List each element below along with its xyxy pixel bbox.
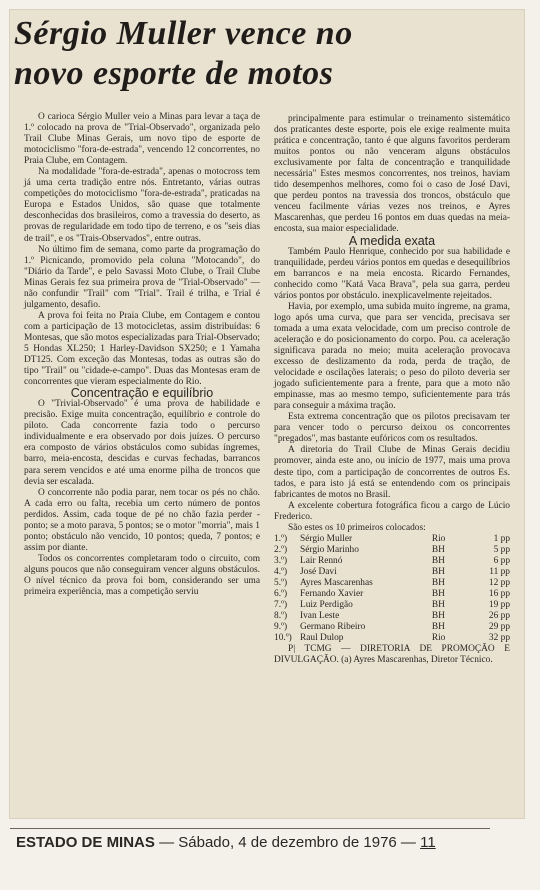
paragraph: Na modalidade "fora-de-estrada", apenas o motocross tem já uma certa tradição entre nós. Entretanto, várias outras competições do motociclismo "fora-de-estrada", praticadas na Europa e Estados Unidos, são quase que totalmente desconhecidas dos brasileiros, como a travessia do deserto, as provas de regularidade em todo tipo de terreno, e os "seis dias de trail", e os "Trais-Observados", entre outras. [24, 167, 260, 244]
credit-line: P| TCMG — DIRETORIA DE PROMOÇÃO E DIVULGAÇÃO. (a) Ayres Mascarenhas, Diretor Técnico. [274, 644, 510, 666]
result-row [274, 611, 510, 622]
article-headline [14, 14, 514, 94]
result-city: Rio [431, 633, 446, 644]
result-row [274, 545, 510, 556]
paragraph: Também Paulo Henrique, conhecido por sua habilidade e tranquilidade, perdeu vários pontos em quedas e desequilíbrios em barrancos e na meia encosta. Ricardo Fernandes, conhecido como "Katá Vaca Brava", pela sua garra, perdeu vários pontos por obstáculo. inexplicavelmente rejeitados. [274, 246, 510, 301]
paragraph: São estes os 10 primeiros colocados: [288, 522, 426, 533]
paragraph: O concorrente não podia parar, nem tocar os pés no chão. A cada erro ou falta, recebia um certo número de pontos perdidos. Assim, cada toque de pé no chão fazia perder - ponto; se a moto parava, 5 pontos; se o motor "morria", mais 1 ponto; obstáculo não vencido, 10 pontos; queda, 7 pontos; e assim por diante. [24, 487, 260, 553]
result-name: Ayres Mascarenhas [300, 577, 373, 588]
result-points: 16 pp [488, 589, 510, 600]
result-row [274, 534, 510, 545]
result-name: Fernando Xavier [300, 589, 364, 600]
result-position: 6.º) [274, 589, 288, 600]
result-position: 4.º) [274, 566, 288, 577]
result-points: 32 pp [488, 633, 510, 644]
result-name: Germano Ribeiro [300, 622, 366, 633]
article-column-right [274, 114, 510, 666]
paragraph: A excelente cobertura fotográfica ficou a cargo de Lúcio Frederico. [274, 500, 510, 522]
result-city: BH [431, 600, 445, 611]
result-city: BH [431, 611, 445, 622]
result-row [274, 556, 510, 567]
result-points: 6 pp [493, 555, 510, 566]
result-points: 1 pp [493, 533, 510, 544]
result-points: 29 pp [488, 622, 510, 633]
footer-separator: — [154, 834, 179, 851]
result-position: 3.º) [274, 555, 288, 566]
result-name: José Davi [300, 566, 337, 577]
paragraph: Todos os concorrentes completaram todo o circuito, com alguns poucos que não conseguiram vencer alguns obstáculos. O nível técnico da prova foi bom, considerando ser uma primeira experiência, mas a competição serviu [24, 553, 260, 598]
paragraph: Esta extrema concentração que os pilotos precisavam ter para vencer todo o percurso deixou os concorrentes "pregados", mas bastante eufóricos com os resultados. [274, 412, 510, 445]
result-position: 9.º) [274, 622, 288, 633]
result-city: BH [431, 577, 445, 588]
result-name: Ivan Leste [300, 611, 340, 622]
result-name: Lair Rennó [300, 555, 343, 566]
footer-separator: — [396, 834, 421, 851]
page-footer [16, 834, 496, 851]
result-points: 26 pp [488, 611, 510, 622]
paragraph: Havia, por exemplo, uma subida muito íngreme, na grama, logo após uma curva, que para ser vencida, precisava ser tomada a uma exata velocidade, com um preciso controle de aceleração e do posicionamento do corpo. Pou. ca aceleração significava parada no meio; muita aceleração provocava excesso de deslizamento da roda, perda de tração, de velocidade e oscilações laterais; o peso do piloto deveria ser jogado suficientemente para a frente, para que a moto não empinasse, mas ao mesmo tempo, suficientemente para trás para conseguir a máxima tração. [274, 301, 510, 412]
section-subhead: A medida exata [348, 233, 436, 248]
result-name: Sérgio Muller [300, 533, 353, 544]
result-points: 19 pp [488, 600, 510, 611]
result-position: 1.º) [274, 533, 288, 544]
article-column-left [24, 112, 260, 598]
paragraph: O "Trivial-Observado" é uma prova de habilidade e precisão. Exige muita concentração, equilíbrio e controle do piloto. Cada concorrente fazia todo o percurso individualmente e era observado por dois juízes. O percurso era composto de vários obstáculos como subidas íngremes, barro, meia-encosta, descidas e curvas fechadas, barrancos para serem vencidos e até uma enorme pilha de troncos que devia ser escalada. [24, 399, 260, 487]
paragraph: O carioca Sérgio Muller veio a Minas para levar a taça de 1.º colocado na prova de "Trial-Observado", organizada pelo Trail Clube Minas Gerais, um novo tipo de esporte de motociclismo "fora-de-estrada", vencendo 12 concorrentes, no Praia Clube, em Contagem. [24, 112, 260, 167]
page-number: 11 [420, 834, 436, 851]
result-city: Rio [431, 533, 446, 544]
footer-rule [10, 828, 490, 829]
result-name: Sérgio Marinho [300, 544, 359, 555]
result-position: 7.º) [274, 600, 288, 611]
paragraph: A prova foi feita no Praia Clube, em Contagem e contou com a participação de 13 motocicletas, assim distribuídas: 6 Montesas, que são motos especializadas para Trial-Observado; 5 Hondas XL250; 1 Harley-Davidson SX250; e 1 Yamaha DT125. Com exceção das Montesas, todas as outras são do tipo "Trail" ou "cidade-e-campo". Duas das Montesas eram de concorrentes que vieram especialmente do Rio. [24, 310, 260, 388]
results-table [274, 534, 510, 644]
headline-line-1: Sérgio Muller vence no [14, 15, 353, 52]
result-points: 12 pp [488, 577, 510, 588]
result-row [274, 589, 510, 600]
result-row [274, 600, 510, 611]
newspaper-name: ESTADO DE MINAS [16, 834, 155, 851]
result-position: 10.º) [274, 633, 292, 644]
paragraph: A diretoria do Trail Clube de Minas Gerais decidiu promover, ainda este ano, ou início de 1977, mais uma prova deste tipo, com a participação de concorrentes de outros Es. tados, e para isto já está se entendendo com os principais fabricantes de motos no Brasil. [274, 445, 510, 500]
section-subhead: Concentração e equilíbrio [70, 386, 214, 401]
result-points: 11 pp [489, 566, 510, 577]
result-name: Raul Dulop [300, 633, 344, 644]
result-points: 5 pp [493, 544, 510, 555]
result-name: Luiz Perdigão [300, 600, 353, 611]
result-position: 8.º) [274, 611, 288, 622]
result-row [274, 578, 510, 589]
issue-date: Sábado, 4 de dezembro de 1976 [178, 834, 397, 851]
paragraph: No último fim de semana, como parte da programação do 1.º Picnicando, promovido pela coluna "Motocando", do "Diário da Tarde", e pelo Savassi Moto Clube, o Trail Clube Minas Gerais fez sua primeira prova de "Trial-Observado" — não confundir "Trail" com "Trial". Trail é trilha, e Trial é julgamento, desafio. [24, 244, 260, 310]
result-city: BH [431, 544, 445, 555]
result-row [274, 567, 510, 578]
result-city: BH [431, 566, 445, 577]
result-row [274, 622, 510, 633]
result-city: BH [431, 622, 445, 633]
result-row [274, 633, 510, 644]
paragraph: principalmente para estimular o treinamento sistemático dos praticantes deste esporte, pois ele exige realmente muita prática e concentração, tanto é que alguns favoritos perderam muitos pontos ou não venceram alguns obstáculos exclusivamente por falta de concentração e tranquilidade necessária" Estes mesmos concorrentes, nos treinos, haviam tido desempenhos melhores, como foi o caso de José Davi, que perdeu pontos na travessia dos troncos, obstáculo que venceu facilmente várias vezes nos treinos, e Ayres Mascarenhas, que perdeu 16 pontos em duas quedas na meia-encosta, sua maior especialidade. [274, 114, 510, 235]
result-position: 5.º) [274, 577, 288, 588]
result-position: 2.º) [274, 544, 288, 555]
headline-line-2: novo esporte de motos [14, 55, 334, 92]
result-city: BH [431, 589, 445, 600]
result-city: BH [431, 555, 445, 566]
